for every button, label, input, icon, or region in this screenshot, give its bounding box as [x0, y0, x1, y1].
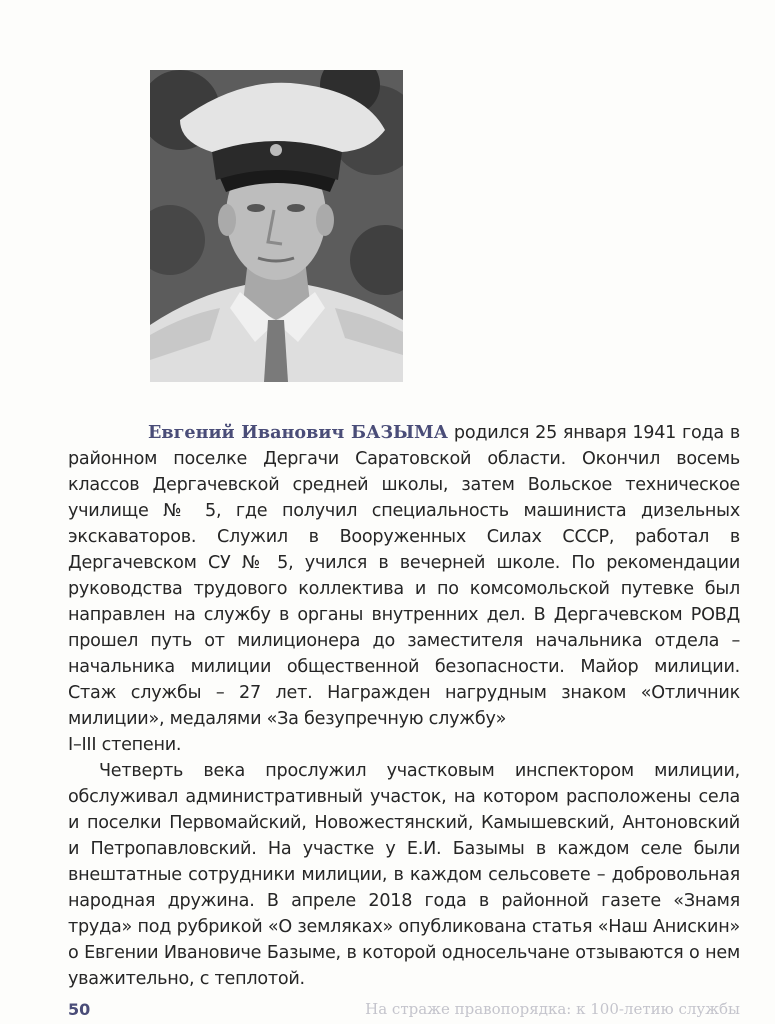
page-footer: [68, 1000, 740, 1022]
biography-text: [68, 420, 740, 992]
paragraph-2: Четверть века прослужил участковым инспектором милиции, обслуживал административный участок, на котором расположены села и поселки Первомайский, Новожестянский, Камышевский, Антоновский и Петропавловский. На участке у Е.И. Базымы в каждом селе были внештатные сотрудники милиции, в каждом сельсовете – добровольная народная дружина. В апреле 2018 года в районной газете «Знамя труда» под рубрикой «О земляках» опубликована статья «Наш Анискин» о Евгении Ивановиче Базыме, в которой односельчане отзываются о нем уважительно, с теплотой.: [68, 761, 740, 989]
page-number: 50: [68, 1000, 91, 1019]
paragraph-1-end: I–III степени.: [68, 735, 182, 755]
paragraph-1-body: родился 25 января 1941 года в районном поселке Дергачи Саратовской области. Окончил восемь классов Дергачевской средней школы, затем Вольское техническое училище № 5, где получил специальность машиниста дизельных экскаваторов. Служил в Вооруженных Силах СССР, работал в Дергачевском СУ № 5, учился в вечерней школе. По рекомендации руководства трудового коллектива и по комсомольской путевке был направлен на службу в органы внутренних дел. В Дергачевском РОВД прошел путь от милиционера до заместителя начальника отдела – начальника милиции общественной безопасности. Майор милиции. Стаж службы – 27 лет. Награжден нагрудным знаком «Отличник милиции», медалями «За безупречную службу»: [68, 423, 741, 729]
person-name: Евгений Иванович БАЗЫМА: [148, 422, 448, 443]
paragraph-1: [68, 420, 740, 732]
portrait-photo: [150, 70, 403, 382]
running-title: На страже правопорядка: к 100-летию службы: [365, 1000, 740, 1018]
